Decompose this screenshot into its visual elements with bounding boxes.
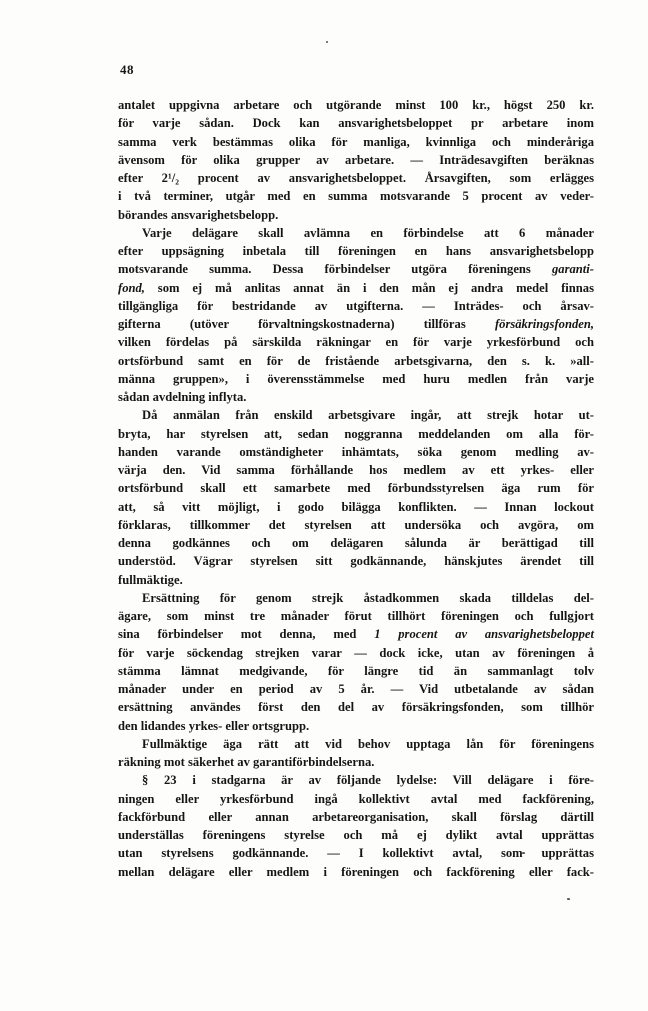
text-segment: Fullmäktige äga rätt att vid behov upptaga lån för föreningens: [142, 736, 594, 751]
text-line: [118, 516, 594, 534]
text-segment: denna godkännes och om delägaren sålunda är berättigad till: [118, 536, 594, 550]
text-segment: ersättning användes först den del av försäkringsfonden, som tillhör: [118, 700, 594, 715]
text-segment: samma verk bestämmas olika för manliga, kvinnliga och minderåriga: [118, 134, 594, 149]
text-line: [118, 260, 594, 278]
text-line: [118, 662, 594, 680]
text-line: [118, 315, 594, 333]
text-line: [118, 625, 594, 643]
text-segment: Varje delägare skall avlämna en förbindelse att 6 månader: [142, 225, 594, 240]
text-line: [118, 808, 594, 826]
text-line: [118, 224, 594, 242]
text-line: [118, 352, 594, 370]
text-line: [118, 388, 594, 406]
text-segment: underställas föreningens styrelse och må ej dylikt avtal upprättas: [118, 828, 594, 842]
text-line: [118, 151, 594, 169]
text-segment: ävensom för olika grupper av arbetare. — Inträdesavgiften beräknas: [118, 152, 594, 167]
print-speck: [326, 41, 328, 43]
text-segment: värja den. Vid samma förhållande hos medlem av ett yrkes- eller: [118, 463, 594, 477]
text-line: [118, 461, 594, 479]
text-segment: Då anmälan från enskild arbetsgivare ingår, att strejk hotar ut-: [142, 408, 594, 423]
text-line: [118, 844, 594, 862]
text-line: [118, 753, 594, 771]
text-segment: i två terminer, utgår med en summa motsvarande 5 procent av veder-: [118, 189, 594, 204]
text-line: [118, 187, 594, 205]
text-line: [118, 589, 594, 607]
text-line: [118, 552, 594, 570]
text-line: [118, 717, 594, 735]
text-line: [118, 297, 594, 315]
text-segment: sådan avdelning inflyta.: [118, 390, 247, 404]
text-line: [118, 644, 594, 662]
text-line: [118, 790, 594, 808]
text-line: [118, 607, 594, 625]
text-segment: som ej må anlitas annat än i den mån ej andra medel finnas: [144, 280, 594, 295]
italic-text-segment: försäkringsfonden,: [494, 317, 594, 331]
text-line: [118, 534, 594, 552]
text-line: [118, 242, 594, 260]
text-segment: för varje söckendag strejken varar — dock icke, utan av föreningen å: [118, 645, 594, 660]
text-line: [118, 169, 594, 187]
text-segment: stämma lämnat medgivande, för längre tid än sammanlagt tolv: [118, 663, 594, 678]
text-line: [118, 735, 594, 753]
text-segment: ortsförbund skall ett samarbete med förbundsstyrelsen äga rum för: [118, 481, 594, 496]
text-line: [118, 333, 594, 351]
page-number: 48: [120, 62, 134, 77]
text-segment: för varje sådan. Dock kan ansvarighetsbeloppet pr arbetare inom: [118, 116, 594, 131]
italic-text-segment: 1 procent av ansvarighetsbeloppet: [374, 627, 594, 642]
text-segment: månader under en period av 5 år. — Vid utbetalande av sådan: [118, 682, 594, 696]
text-segment: § 23 i stadgarna är av följande lydelse: Vill delägare i före-: [142, 773, 594, 788]
text-line: [118, 443, 594, 461]
italic-text-segment: garanti-: [552, 262, 594, 277]
text-line: [118, 698, 594, 716]
text-line: [118, 771, 594, 789]
text-segment: att, så vitt möjligt, i godo bilägga konflikten. — Innan lockout: [118, 499, 594, 514]
text-segment: efter 2¹/₂ procent av ansvarighetsbeloppet. Årsavgiften, som erlägges: [118, 171, 594, 185]
text-segment: männa gruppen», i överensstämmelse med huru medlen från varje: [118, 371, 594, 386]
text-line: [118, 370, 594, 388]
text-line: [118, 114, 594, 132]
text-line: [118, 279, 594, 297]
text-segment: gifterna (utöver förvaltningskostnaderna) tillföras: [118, 317, 495, 331]
text-line: [118, 206, 594, 224]
text-segment: utan styrelsens godkännande. — I kollektivt avtal, som upprättas: [118, 846, 594, 861]
text-line: [118, 406, 594, 424]
text-segment: understöd. Vägrar styrelsen sitt godkännande, hänskjutes ärendet till: [118, 554, 594, 569]
text-segment: den lidandes yrkes- eller ortsgrupp.: [118, 718, 310, 733]
text-line: [118, 571, 594, 589]
text-segment: räkning mot säkerhet av garantiförbindelserna.: [118, 755, 375, 769]
text-segment: Ersättning för genom strejk åstadkommen skada tilldelas del-: [142, 590, 594, 605]
text-segment: ortsförbund samt en för de fristående arbetsgivarna, den s. k. »all-: [118, 353, 594, 368]
text-line: [118, 425, 594, 443]
body-text: [118, 96, 594, 881]
text-segment: ägare, som minst tre månader förut tillhört föreningen och fullgjort: [118, 609, 594, 623]
text-segment: efter uppsägning inbetala till föreningen en hans ansvarighetsbelopp: [118, 244, 594, 258]
text-segment: fullmäktige.: [118, 572, 183, 587]
text-segment: handen varande omständigheter inhämtats, söka genom medling av-: [118, 444, 594, 459]
text-line: [118, 133, 594, 151]
print-speck: [567, 898, 570, 900]
text-line: [118, 498, 594, 516]
text-line: [118, 479, 594, 497]
text-segment: börandes ansvarighetsbelopp.: [118, 207, 279, 222]
text-segment: ningen eller yrkesförbund ingå kollektivt avtal med fackförening,: [118, 791, 594, 806]
text-segment: tillgängliga för bestridande av utgifterna. — Inträdes- och årsav-: [118, 298, 594, 313]
italic-text-segment: fond,: [118, 280, 145, 295]
text-segment: antalet uppgivna arbetare och utgörande minst 100 kr., högst 250 kr.: [118, 98, 594, 112]
text-segment: förklaras, tillkommer det styrelsen att undersöka och avgöra, om: [118, 517, 594, 532]
text-segment: sina förbindelser mot denna, med: [118, 627, 375, 642]
text-line: [118, 96, 594, 114]
text-segment: motsvarande summa. Dessa förbindelser utgöra föreningens: [118, 262, 552, 277]
text-segment: mellan delägare eller medlem i föreningen och fackförening eller fack-: [118, 864, 594, 879]
text-line: [118, 826, 594, 844]
text-segment: bryta, har styrelsen att, sedan noggranna meddelanden om alla för-: [118, 426, 594, 441]
text-line: [118, 680, 594, 698]
text-segment: vilken fördelas på särskilda räkningar en för varje yrkesförbund och: [118, 335, 594, 350]
text-segment: fackförbund eller annan arbetareorganisation, skall förslag därtill: [118, 809, 594, 824]
text-line: [118, 863, 594, 881]
